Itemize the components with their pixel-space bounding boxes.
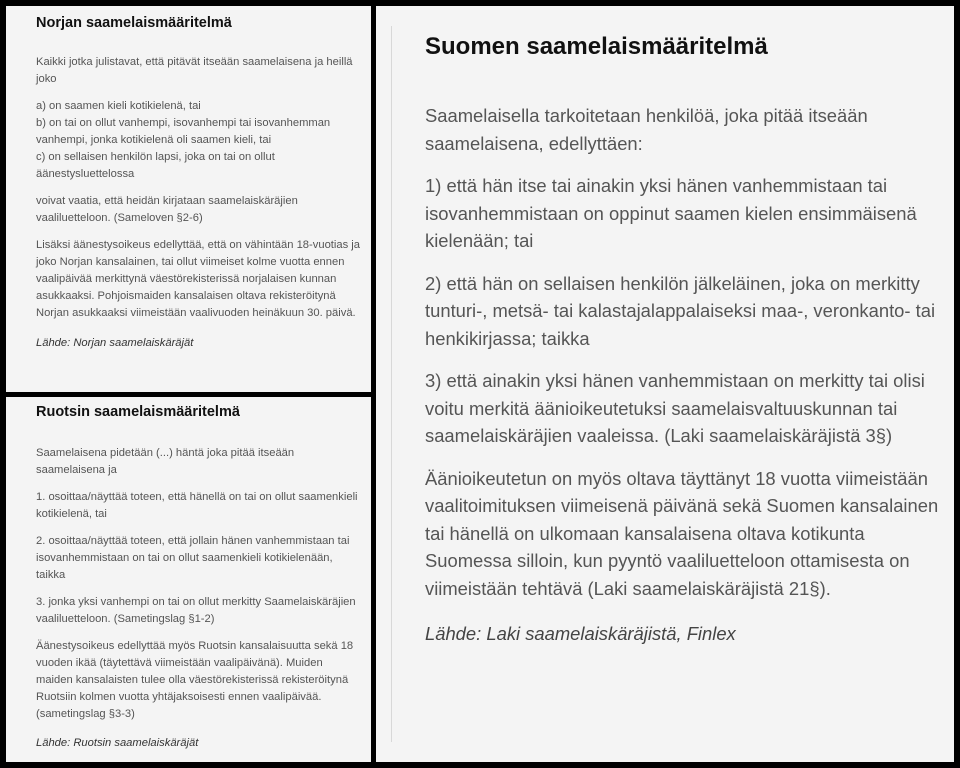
sweden-body [36, 445, 361, 762]
norway-intro: Kaikki jotka julistavat, että pitävät itseään saamelaisena ja heillä joko [36, 56, 353, 85]
finland-source: Lähde: Laki saamelaiskäräjistä, Finlex [425, 623, 736, 644]
norway-criteria-list: a) on saamen kieli kotikielenä, tai b) on tai on ollut vanhempi, isovanhempi tai isovanhemman vanhempi, jonka kotikielenä oli saamen kieli, tai c) on sellaisen henkilön lapsi, joka on tai on ollut äänestysluettelossa [36, 100, 331, 180]
left-divider-line [391, 26, 392, 742]
finland-criterion-1: 1) että hän itse tai ainakin yksi hänen vanhemmistaan tai isovanhemmistaan on oppinut saamen kielen ensimmäisenä kielenään; tai [425, 175, 917, 251]
finland-voting-requirements: Äänioikeutetun on myös oltava täyttänyt 18 vuotta viimeistään vaalitoimituksen viimeisenä päivänä sekä Suomen kansalainen tai hänellä on ulkomaan kansalaisena oltava kotikunta Suomessa silloin, kun pyyntö vaaliluetteloon ottamisesta on viimeistään tehtävä (Laki saamelaiskäräjistä 21§). [425, 467, 939, 599]
finland-body [425, 102, 944, 663]
sweden-criterion-3: 3. jonka yksi vanhempi on tai on ollut merkitty Saamelaiskäräjien vaaliluetteloon. (Sametingslag §1-2) [36, 596, 356, 625]
norway-source: Lähde: Norjan saamelaiskäräjät [36, 337, 194, 349]
norway-definition-panel [6, 6, 371, 392]
finland-title: Suomen saamelaismääritelmä [425, 33, 768, 60]
sweden-intro: Saamelaisena pidetään (...) häntä joka pitää itseään saamelaisena ja [36, 447, 295, 476]
norway-content [36, 6, 361, 392]
norway-body [36, 54, 361, 362]
sweden-criterion-2: 2. osoittaa/näyttää toteen, että jollain hänen vanhemmistaan tai isovanhemmistaan on tai on ollut saamenkieli kotikielenään, taikka [36, 535, 350, 581]
norway-voting-requirements: Lisäksi äänestysoikeus edellyttää, että on vähintään 18-vuotias ja joko Norjan kansalainen, tai ollut viimeiset kolme vuotta ennen vaalipäivää merkittynä väestörekisterissä norjalaisen kunnan asukkaaksi. Pohjoismaiden kansalaisen oltava rekisteröitynä Norjan asukkaaksi viimeistään vaalivuoden heinäkuun 30. päivä. [36, 239, 361, 319]
finland-criterion-2: 2) että hän on sellaisen henkilön jälkeläinen, joka on merkitty tunturi-, metsä- tai kalastajalappalaiseksi maa-, veronkanto- tai henkikirjassa; taikka [425, 272, 936, 349]
finland-intro: Saamelaisella tarkoitetaan henkilöä, joka pitää itseään saamelaisena, edellyttäen: [425, 105, 868, 154]
sweden-source: Lähde: Ruotsin saamelaiskäräjät [36, 737, 199, 749]
sweden-title: Ruotsin saamelaismääritelmä [36, 404, 240, 420]
finland-criterion-3: 3) että ainakin yksi hänen vanhemmistaan on merkitty tai olisi voitu merkitä äänioikeutetuksi saamelaisvaltuuskunnan tai saamelaiskäräjien vaaleissa. (Laki saamelaiskäräjistä 3§) [425, 370, 925, 446]
norway-registration-text: voivat vaatia, että heidän kirjataan saamelaiskäräjien vaaliluetteloon. (Sameloven §2-6) [36, 195, 298, 224]
sweden-criterion-1: 1. osoittaa/näyttää toteen, että hänellä on tai on ollut saamenkieli kotikielenä, tai [36, 491, 358, 520]
finland-definition-panel [376, 6, 954, 762]
sweden-definition-panel [6, 397, 371, 762]
norway-title: Norjan saamelaismääritelmä [36, 15, 232, 31]
sweden-voting-requirements: Äänestysoikeus edellyttää myös Ruotsin kansalaisuutta sekä 18 vuoden ikää (täytettävä viimeistään vaalipäivänä). Muiden maiden kansalaisten tulee olla väestörekisterissä rekisteröitynä Ruotsiin kolmen vuotta yhtäjaksoisesti ennen vaalipäivää. (sametingslag §3-3) [36, 640, 354, 720]
sweden-content [36, 397, 361, 762]
finland-content [425, 6, 944, 762]
